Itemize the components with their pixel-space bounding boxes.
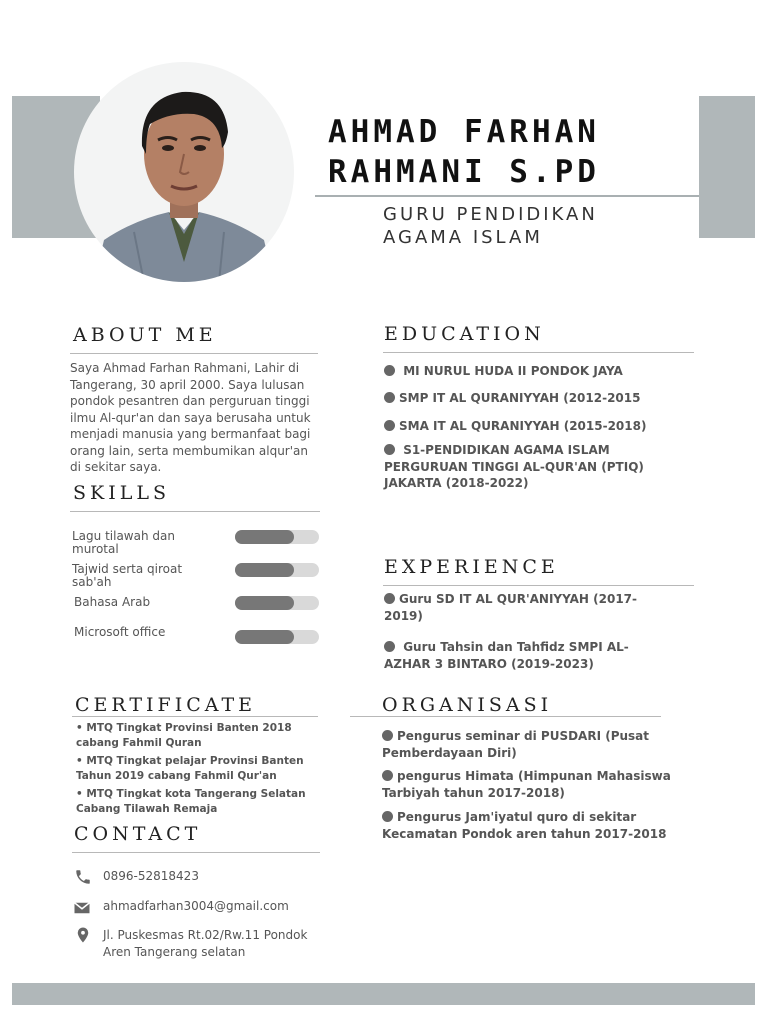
contact-email: ahmadfarhan3004@gmail.com <box>103 899 289 913</box>
certificate-item: • MTQ Tingkat pelajar Provinsi Banten Tahun 2019 cabang Fahmil Qur'an <box>76 755 304 782</box>
education-divider <box>383 352 694 353</box>
organisasi-item: Pengurus seminar di PUSDARI (Pusat Pemberdayaan Diri) <box>382 729 650 760</box>
experience-heading: EXPERIENCE <box>384 556 559 578</box>
bullet-icon <box>384 420 395 431</box>
phone-icon <box>74 868 92 886</box>
name-divider <box>315 195 699 197</box>
full-name: AHMAD FARHAN RAHMANI S.PD <box>328 114 600 190</box>
skill-bar-fill <box>235 563 294 577</box>
contact-address: Jl. Puskesmas Rt.02/Rw.11 Pondok Aren Tangerang selatan <box>103 928 308 959</box>
bullet-icon <box>382 730 393 741</box>
certificate-item: • MTQ Tingkat Provinsi Banten 2018 cabang Fahmil Quran <box>76 722 292 749</box>
skill-label: Lagu tilawah dan murotal <box>72 529 175 556</box>
location-pin-icon <box>74 926 92 944</box>
skills-heading: SKILLS <box>73 482 170 504</box>
footer-band <box>12 983 755 1005</box>
bullet-icon <box>384 365 395 376</box>
about-text: Saya Ahmad Farhan Rahmani, Lahir di Tangerang, 30 april 2000. Saya lulusan pondok pesantren dan perguruan tinggi ilmu Al-qur'an dan saya berusaha untuk menjadi manusia yang bermanfaat bagi orang lain, serta membumikan alqur'an di sekitar saya. <box>70 361 311 474</box>
contact-phone: 0896-52818423 <box>103 869 199 883</box>
experience-item: Guru Tahsin dan Tahfidz SMPI AL-AZHAR 3 BINTARO (2019-2023) <box>384 640 629 671</box>
skill-bar-fill <box>235 596 294 610</box>
header-band-right <box>699 96 755 238</box>
certificate-heading: CERTIFICATE <box>75 694 257 716</box>
skill-label: Tajwid serta qiroat sab'ah <box>72 562 183 589</box>
skills-divider <box>70 511 320 512</box>
education-item: SMA IT AL QURANIYYAH (2015-2018) <box>384 418 684 435</box>
skill-bar <box>235 563 319 577</box>
education-item: S1-PENDIDIKAN AGAMA ISLAM PERGURUAN TINGGI AL-QUR'AN (PTIQ) JAKARTA (2018-2022) <box>384 443 644 490</box>
bullet-icon <box>382 811 393 822</box>
skill-bar <box>235 596 319 610</box>
profile-photo <box>74 62 294 282</box>
organisasi-heading: ORGANISASI <box>382 694 553 716</box>
job-title: GURU PENDIDIKAN AGAMA ISLAM <box>383 204 598 248</box>
contact-divider <box>72 852 320 853</box>
experience-divider <box>383 585 694 586</box>
education-item: MI NURUL HUDA II PONDOK JAYA <box>384 363 684 380</box>
certificate-divider <box>72 716 318 717</box>
skill-label: Bahasa Arab <box>74 595 151 609</box>
organisasi-divider <box>350 716 661 717</box>
about-heading: ABOUT ME <box>73 324 217 346</box>
skill-bar <box>235 530 319 544</box>
mail-icon <box>73 899 91 917</box>
bullet-icon <box>384 444 395 455</box>
bullet-icon <box>384 593 395 604</box>
skill-bar-fill <box>235 630 294 644</box>
organisasi-item: Pengurus Jam'iyatul quro di sekitar Kecamatan Pondok aren tahun 2017-2018 <box>382 810 667 841</box>
education-item: SMP IT AL QURANIYYAH (2012-2015 <box>384 390 684 407</box>
skill-bar-fill <box>235 530 294 544</box>
bullet-icon <box>382 770 393 781</box>
organisasi-item: pengurus Himata (Himpunan Mahasiswa Tarbiyah tahun 2017-2018) <box>382 769 671 800</box>
education-heading: EDUCATION <box>384 323 545 345</box>
about-divider <box>70 353 318 354</box>
contact-heading: CONTACT <box>74 823 202 845</box>
skill-bar <box>235 630 319 644</box>
certificate-item: • MTQ Tingkat kota Tangerang Selatan Cabang Tilawah Remaja <box>76 788 306 815</box>
bullet-icon <box>384 392 395 403</box>
skill-label: Microsoft office <box>74 625 166 639</box>
experience-item: Guru SD IT AL QUR'ANIYYAH (2017-2019) <box>384 592 638 623</box>
bullet-icon <box>384 641 395 652</box>
